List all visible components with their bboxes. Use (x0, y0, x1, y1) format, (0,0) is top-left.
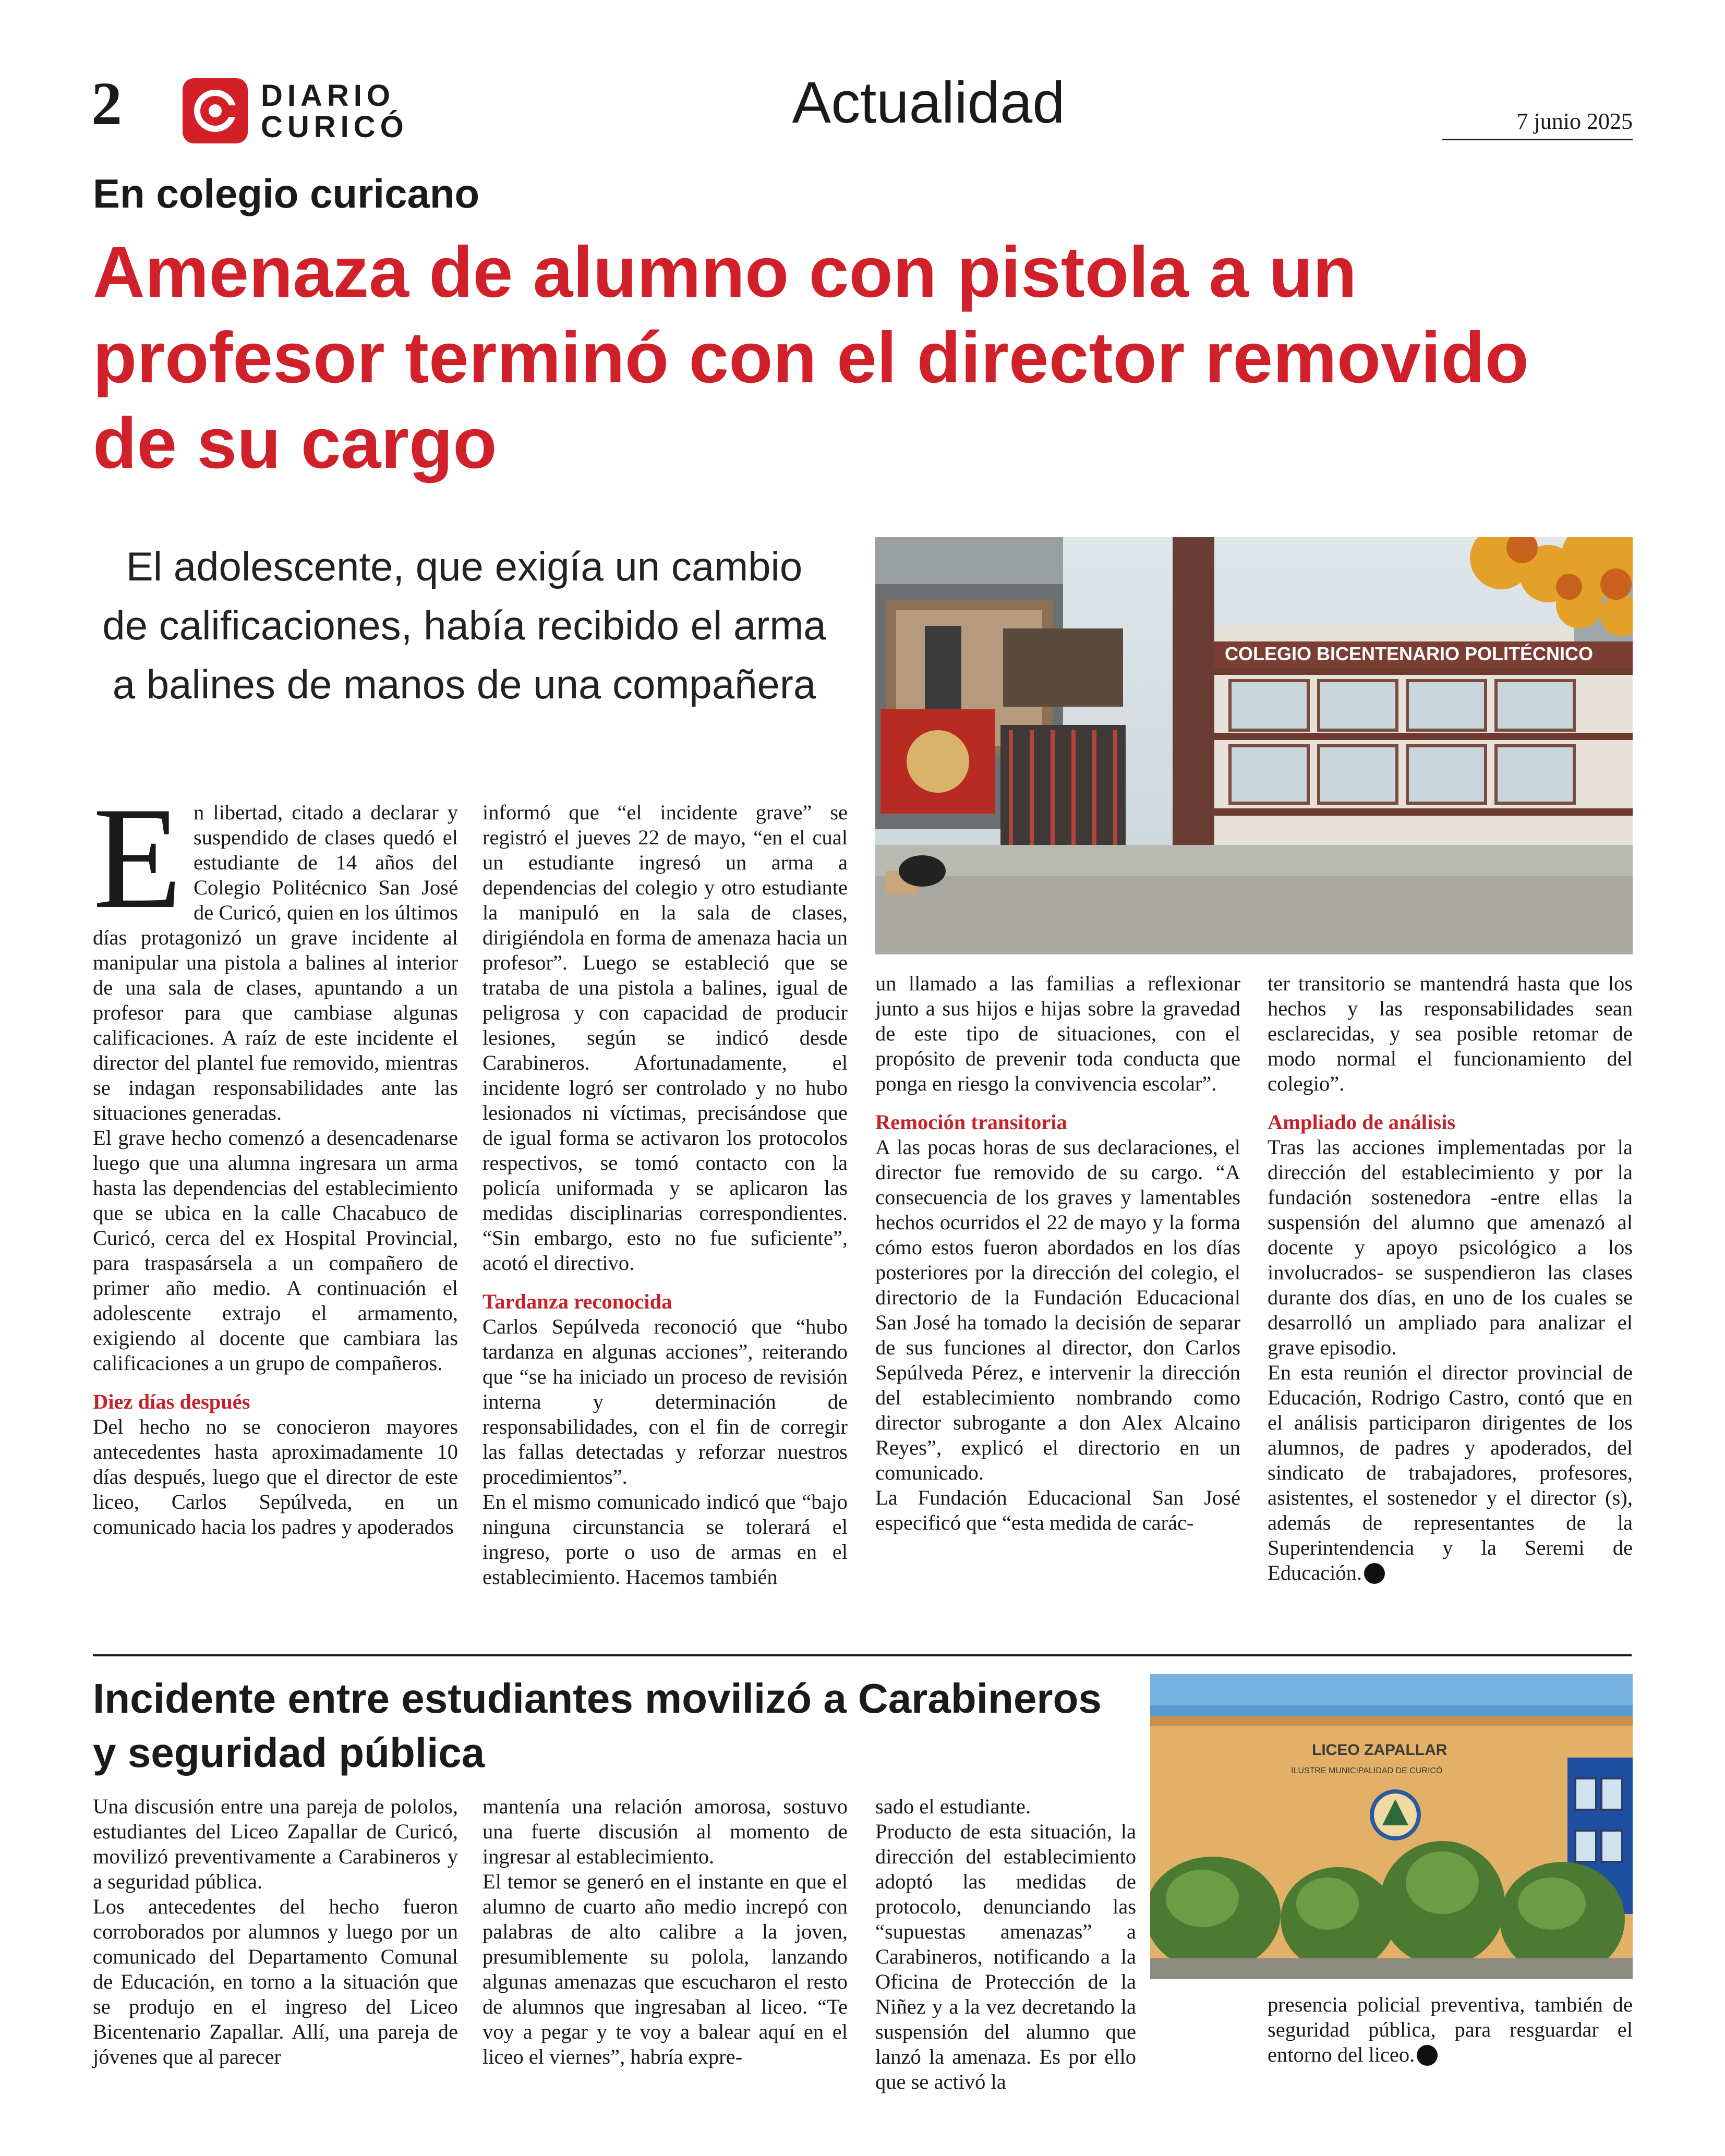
article-divider (93, 1654, 1632, 1656)
paragraph: Tras las acciones implementadas por la dirección del establecimiento y por la fundación sostenedora -entre ellas la suspensión del alumno que amenazó al docente y apoyo psicológico a los involucrados- se suspendieron las clases durante dos días, en uno de los cuales se desarrolló un ampliado para analizar el grave episodio. (1268, 1135, 1633, 1359)
subheading: Remoción transitoria (875, 1110, 1067, 1134)
article-column-1 (93, 777, 458, 1540)
paragraph: un llamado a las familias a reflexionar junto a sus hijos e hijas sobre la gravedad de este tipo de situaciones, con el propósito de prevenir toda conducta que ponga en riesgo la convivencia escolar”. (875, 972, 1240, 1095)
paragraph: informó que “el incidente grave” se registró el jueves 22 de mayo, “en el cual un estudiante ingresó un arma a dependencias del colegio y otro estudiante la manipuló en la sala de clases, dirigiéndola en forma de amenaza hacia un profesor”. Luego se estableció que se trataba de una pistola a balines, igual de peligrosa y con capacidad de producir lesiones, según se indicó desde Carabineros. Afortunadamente, el incidente logró ser controlado y no hubo lesionados ni víctimas, precisándose que de igual forma se activaron los protocolos respectivos, se tomó contacto con la policía uniformada y se aplicaron las medidas disciplinarias correspondientes. “Sin embargo, esto no fue suficiente”, acotó el directivo. (482, 801, 848, 1275)
paragraph: presencia policial preventiva, también de seguridad pública, para resguardar el entorno del liceo. (1268, 1993, 1633, 2066)
article-column-4 (1268, 971, 1633, 1585)
section-title: Actualidad (792, 70, 1065, 135)
paragraph: ter transitorio se mantendrá hasta que los hechos y las responsabilidades sean esclarecidas, y sea posible retomar de modo normal el funcionamiento del colegio”. (1268, 972, 1633, 1095)
page-number: 2 (91, 69, 122, 138)
subheading: Tardanza reconocida (482, 1290, 672, 1313)
paragraph: El temor se generó en el instante en que el alumno de cuarto año medio increpó con palabras de alto calibre a la joven, presumiblemente su polola, lanzando algunas amenazas que escucharon el resto de alumnos que ingresaban al liceo. “Te voy a pegar y te voy a balear aquí en el liceo el viernes”, habría expre- (482, 1870, 848, 2068)
article-deck: El adolescente, que exigía un cambio de calificaciones, había recibido el arma a balines de manos de una compañera (102, 543, 826, 707)
date-underline (1442, 139, 1633, 140)
subheading: Diez días después (93, 1390, 250, 1413)
paragraph: Carlos Sepúlveda reconoció que “hubo tardanza en algunas acciones”, reiterando que “se ha iniciado un proceso de revisión interna y determinación de responsabilidades, con el fin de corregir las fallas detectadas y reforzar nuestros procedimientos”. (482, 1315, 848, 1488)
photo-sign-text: LICEO ZAPALLAR (1312, 1741, 1447, 1759)
paragraph: Producto de esta situación, la dirección del establecimiento adoptó las medidas de protocolo, denunciando las “supuestas amenazas” a Carabineros, notificando a la Oficina de Protección de la Niñez y a la vez decretando la suspensión del alumno que lanzó la amenaza. Es por ello que se activó la (875, 1820, 1136, 2093)
paragraph: Del hecho no se conocieron mayores antecedentes hasta aproximadamente 10 días después, luego que el director de este liceo, Carlos Sepúlveda, en un comunicado hacia los padres y apoderados (93, 1415, 458, 1539)
secondary-column-3 (875, 1794, 1136, 2094)
paragraph: Los antecedentes del hecho fueron corroborados por alumnos y luego por un comunicado del Departamento Comunal de Educación, en torno a la situación que se produjo en el ingreso del Liceo Bicentenario Zapallar. Allí, una pareja de jóvenes que al parecer (93, 1895, 458, 2068)
secondary-column-4 (1268, 1992, 1633, 2067)
secondary-column-1 (93, 1794, 458, 2069)
article-column-2 (482, 800, 848, 1590)
paragraph: El grave hecho comenzó a desencadenarse luego que una alumna ingresara un arma hasta las dependencias del establecimiento que se ubica en la calle Chacabuco de Curicó, cerca del ex Hospital Provincial, para traspasársela a un compañero de primer año medio. A continuación el adolescente extrajo el armamento, exigiendo al docente que cambiara las calificaciones a un grupo de compañeros. (93, 1126, 458, 1375)
secondary-headline: Incidente entre estudiantes movilizó a Carabineros y seguridad pública (93, 1675, 1102, 1776)
paragraph: Una discusión entre una pareja de pololos, estudiantes del Liceo Zapallar de Curicó, movilizó preventivamente a Carabineros y a seguridad pública. (93, 1795, 458, 1893)
paragraph: mantenía una relación amorosa, sostuvo una fuerte discusión al momento de ingresar al establecimiento. (482, 1795, 848, 1868)
article-headline: Amenaza de alumno con pistola a un profesor terminó con el director removido de su cargo (93, 232, 1529, 483)
end-mark-icon (1364, 1563, 1385, 1584)
logo-mark-icon (183, 78, 248, 143)
photo-sign-subtext: ILUSTRE MUNICIPALIDAD DE CURICÓ (1291, 1766, 1443, 1775)
liceo-zapallar-photo (1150, 1674, 1633, 1979)
logo-line-2: CURICÓ (261, 110, 408, 144)
school-facade-photo (875, 537, 1633, 954)
issue-date: 7 junio 2025 (1516, 108, 1633, 134)
drop-cap: E (93, 777, 183, 939)
photo-sign-text: COLEGIO BICENTENARIO POLITÉCNICO (1225, 643, 1594, 664)
logo-line-1: DIARIO (261, 79, 395, 113)
secondary-column-2 (482, 1794, 848, 2069)
paragraph: En el mismo comunicado indicó que “bajo ninguna circunstancia se tolerará el ingreso, porte o uso de armas en el establecimiento. Hacemos también (482, 1490, 848, 1589)
paragraph: sado el estudiante. (875, 1795, 1031, 1818)
paragraph: En esta reunión el director provincial de Educación, Rodrigo Castro, contó que en el análisis participaron dirigentes de los alumnos, de padres y apoderados, del sindicato de trabajadores, profesores, asistentes, el sostenedor y el director (s), además de representantes de la Superintendencia y la Seremi de Educación. (1268, 1361, 1633, 1584)
article-column-3 (875, 971, 1240, 1535)
end-mark-icon (1417, 2045, 1438, 2066)
logo-text (261, 80, 408, 143)
article-kicker: En colegio curicano (93, 171, 480, 216)
diario-curico-logo (183, 78, 412, 143)
subheading: Ampliado de análisis (1268, 1110, 1456, 1134)
paragraph: A las pocas horas de sus declaraciones, el director fue removido de su cargo. “A consecuencia de los graves y lamentables hechos ocurridos el 22 de mayo y la forma cómo estos fueron abordados en los días posteriores por la dirección del colegio, el directorio de la Fundación Educacional San José ha tomado la decisión de separar de sus funciones al director, don Carlos Sepúlveda Pérez, e intervenir la dirección del establecimiento nombrando como director subrogante a don Alex Alcaino Reyes”, explicó el directorio en un comunicado. (875, 1135, 1240, 1484)
paragraph: La Fundación Educacional San José especificó que “esta medida de carác- (875, 1486, 1240, 1534)
paragraph: n libertad, citado a declarar y suspendido de clases quedó el estudiante de 14 años del Colegio Politécnico San José de Curicó, quien en los últimos días protagonizó un grave incidente al manipular una pistola a balines al interior de una sala de clases, apuntando a un profesor para que cambiase algunas calificaciones. A raíz de este incidente el director del plantel fue removido, mientras se indagan responsabilidades ante las situaciones generadas. (93, 801, 458, 1124)
